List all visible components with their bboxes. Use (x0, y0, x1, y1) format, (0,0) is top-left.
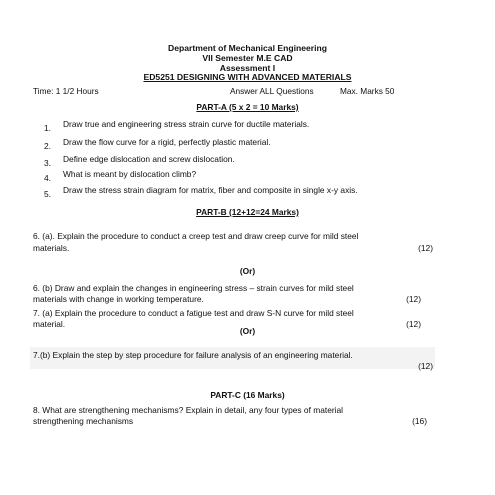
part-b-title: PART-B (12+12=24 Marks) (196, 207, 299, 217)
part-c-title: PART-C (16 Marks) (210, 390, 285, 400)
question-line: 7. (a) Explain the procedure to conduct a fatigue test and draw S-N curve for mild steel (33, 308, 354, 318)
question-text: Draw true and engineering stress strain curve for ductile materials. (63, 119, 310, 129)
marks-label: (12) (406, 318, 421, 329)
question-text: Define edge dislocation and screw dislocation. (63, 154, 235, 164)
marks-label: (12) (418, 242, 433, 253)
question-number: 4. (44, 173, 51, 183)
max-marks-label: Max. Marks 50 (340, 86, 395, 96)
question-line: strengthening mechanisms (33, 415, 134, 426)
or-separator: (Or) (239, 266, 256, 276)
question-number: 5. (44, 189, 51, 199)
question-text: Draw the flow curve for a rigid, perfectly plastic material. (63, 137, 271, 147)
assessment-title: Assessment I (219, 63, 276, 73)
question-number: 1. (44, 123, 51, 133)
question-7b (33, 350, 433, 371)
or-separator: (Or) (239, 326, 256, 336)
question-text: Draw the stress strain diagram for matrix, fiber and composite in single x-y axis. (63, 185, 358, 195)
question-line: 6. (b) Draw and explain the changes in engineering stress – strain curves for mild steel (33, 283, 354, 293)
instructions-label: Answer ALL Questions (230, 86, 314, 96)
marks-label: (16) (412, 415, 427, 426)
semester-title: VII Semester M.E CAD (202, 53, 293, 63)
question-6a (33, 231, 433, 253)
question-line: 7.(b) Explain the step by step procedure for failure analysis of an engineering material. (33, 350, 353, 360)
question-number: 2. (44, 141, 51, 151)
marks-label: (12) (418, 360, 433, 371)
question-line: materials with change in working temperature. (33, 293, 204, 304)
question-line: materials. (33, 242, 70, 253)
question-line: 8. What are strengthening mechanisms? Explain in detail, any four types of material (33, 405, 344, 415)
question-line: 6. (a). Explain the procedure to conduct a creep test and draw creep curve for mild steel (33, 231, 359, 241)
question-number: 3. (44, 158, 51, 168)
question-line: material. (33, 318, 66, 329)
time-label: Time: 1 1/2 Hours (33, 86, 99, 96)
department-title: Department of Mechanical Engineering (167, 43, 327, 53)
marks-label: (12) (406, 293, 421, 304)
question-text: What is meant by dislocation climb? (63, 169, 197, 179)
course-title: ED5251 DESIGNING WITH ADVANCED MATERIALS (143, 72, 352, 82)
part-a-title: PART-A (5 x 2 = 10 Marks) (196, 102, 299, 112)
question-8 (33, 405, 433, 426)
question-6b (33, 283, 433, 304)
